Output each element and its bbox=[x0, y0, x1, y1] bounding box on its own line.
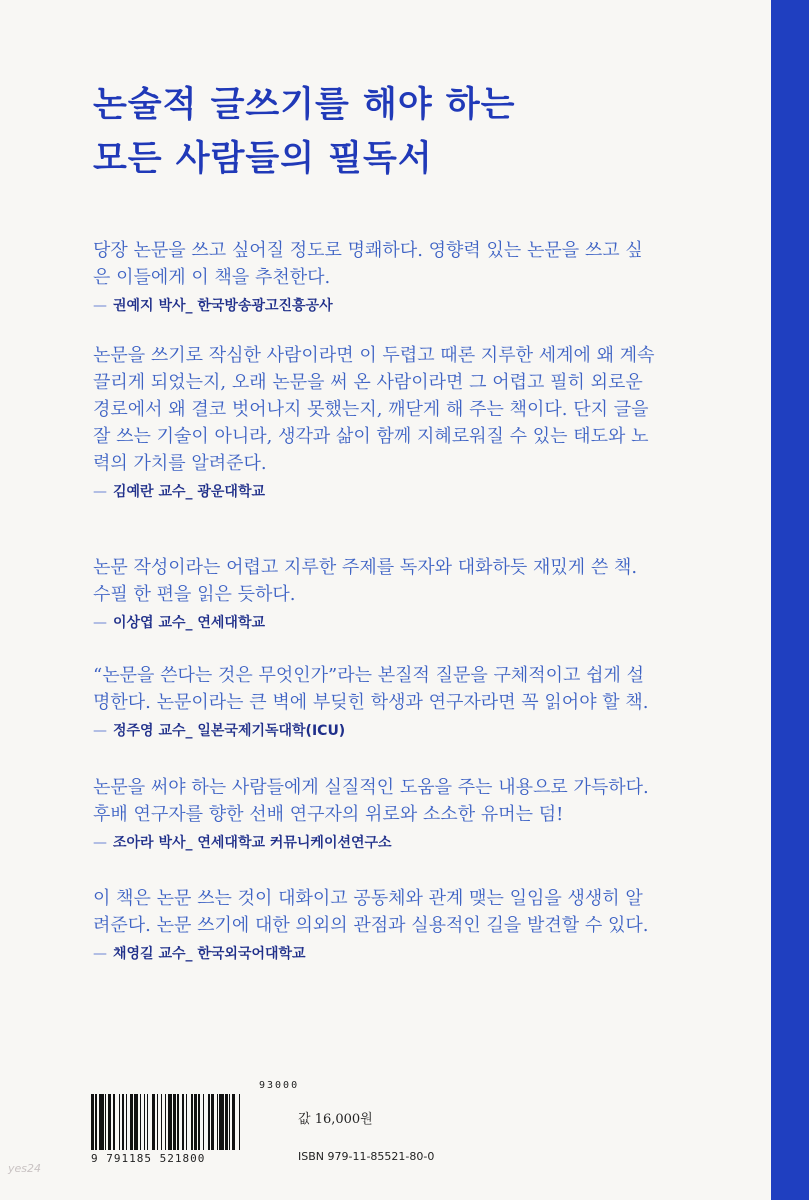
barcode-addon-number: 93000 bbox=[259, 1080, 300, 1091]
headline bbox=[93, 78, 515, 186]
headline-line-1: 논술적 글쓰기를 해야 하는 bbox=[93, 85, 516, 125]
review-line: 논문 작성이라는 어렵고 지루한 주제를 독자와 대화하듯 재밌게 쓴 책. bbox=[93, 557, 638, 578]
review-attribution bbox=[93, 943, 638, 963]
review-line: 은 이들에게 이 책을 추천한다. bbox=[93, 267, 331, 288]
review-2 bbox=[93, 342, 655, 501]
review-line: 논문을 쓰기로 작심한 사람이라면 이 두렵고 때론 지루한 세계에 왜 계속 bbox=[93, 345, 655, 366]
review-text bbox=[93, 885, 649, 939]
review-line: 논문을 써야 하는 사람들에게 실질적인 도움을 주는 내용으로 가득하다. bbox=[93, 777, 649, 798]
review-attribution bbox=[93, 720, 638, 740]
attribution-text: 이상엽 교수_ 연세대학교 bbox=[113, 615, 265, 631]
dash: — bbox=[93, 484, 107, 500]
attribution-text: 김예란 교수_ 광운대학교 bbox=[113, 484, 265, 500]
dash: — bbox=[93, 298, 107, 314]
review-text bbox=[93, 662, 649, 716]
barcode-number: 9 791185 521800 bbox=[91, 1152, 206, 1165]
review-line: 잘 쓰는 기술이 아니라, 생각과 삶이 함께 지혜로워질 수 있는 태도와 노 bbox=[93, 426, 649, 447]
review-attribution bbox=[93, 481, 638, 501]
review-5 bbox=[93, 774, 649, 852]
barcode-bars bbox=[91, 1094, 286, 1150]
dash: — bbox=[93, 835, 107, 851]
dash: — bbox=[93, 946, 107, 962]
review-attribution bbox=[93, 612, 638, 632]
watermark-logo: yes24 bbox=[8, 1162, 42, 1175]
review-line: 력의 가치를 알려준다. bbox=[93, 453, 267, 474]
review-line: 이 책은 논문 쓰는 것이 대화이고 공동체와 관계 맺는 일임을 생생히 알 bbox=[93, 888, 643, 909]
review-line: 끌리게 되었는지, 오래 논문을 써 온 사람이라면 그 어렵고 필히 외로운 bbox=[93, 372, 643, 393]
price: 값 16,000원 bbox=[298, 1112, 373, 1127]
review-1 bbox=[93, 237, 643, 315]
review-line: “논문을 쓴다는 것은 무엇인가”라는 본질적 질문을 구체적이고 쉽게 설 bbox=[93, 665, 645, 686]
isbn: ISBN 979-11-85521-80-0 bbox=[298, 1150, 435, 1163]
attribution-text: 조아라 박사_ 연세대학교 커뮤니케이션연구소 bbox=[113, 835, 392, 851]
dash: — bbox=[93, 723, 107, 739]
review-line: 명한다. 논문이라는 큰 벽에 부딪힌 학생과 연구자라면 꼭 읽어야 할 책. bbox=[93, 692, 649, 713]
review-text bbox=[93, 342, 655, 477]
review-line: 당장 논문을 쓰고 싶어질 정도로 명쾌하다. 영향력 있는 논문을 쓰고 싶 bbox=[93, 240, 643, 261]
spine-stripe bbox=[771, 0, 809, 1200]
review-line: 경로에서 왜 결코 벗어나지 못했는지, 깨닫게 해 주는 책이다. 단지 글을 bbox=[93, 399, 649, 420]
review-line: 후배 연구자를 향한 선배 연구자의 위로와 소소한 유머는 덤! bbox=[93, 804, 564, 825]
review-attribution bbox=[93, 832, 638, 852]
barcode bbox=[91, 1080, 300, 1168]
headline-line-2: 모든 사람들의 필독서 bbox=[93, 139, 433, 179]
review-attribution bbox=[93, 295, 638, 315]
review-text bbox=[93, 237, 643, 291]
review-text bbox=[93, 774, 649, 828]
review-line: 수필 한 편을 읽은 듯하다. bbox=[93, 584, 296, 605]
barcode-bar bbox=[240, 1094, 241, 1150]
attribution-text: 채영길 교수_ 한국외국어대학교 bbox=[113, 946, 306, 962]
review-text bbox=[93, 554, 638, 608]
review-6 bbox=[93, 885, 649, 963]
review-4 bbox=[93, 662, 649, 740]
dash: — bbox=[93, 615, 107, 631]
review-3 bbox=[93, 554, 638, 632]
review-line: 려준다. 논문 쓰기에 대한 의외의 관점과 실용적인 길을 발견할 수 있다. bbox=[93, 915, 649, 936]
attribution-text: 권예지 박사_ 한국방송광고진흥공사 bbox=[113, 298, 333, 314]
attribution-text: 정주영 교수_ 일본국제기독대학(ICU) bbox=[113, 723, 346, 739]
